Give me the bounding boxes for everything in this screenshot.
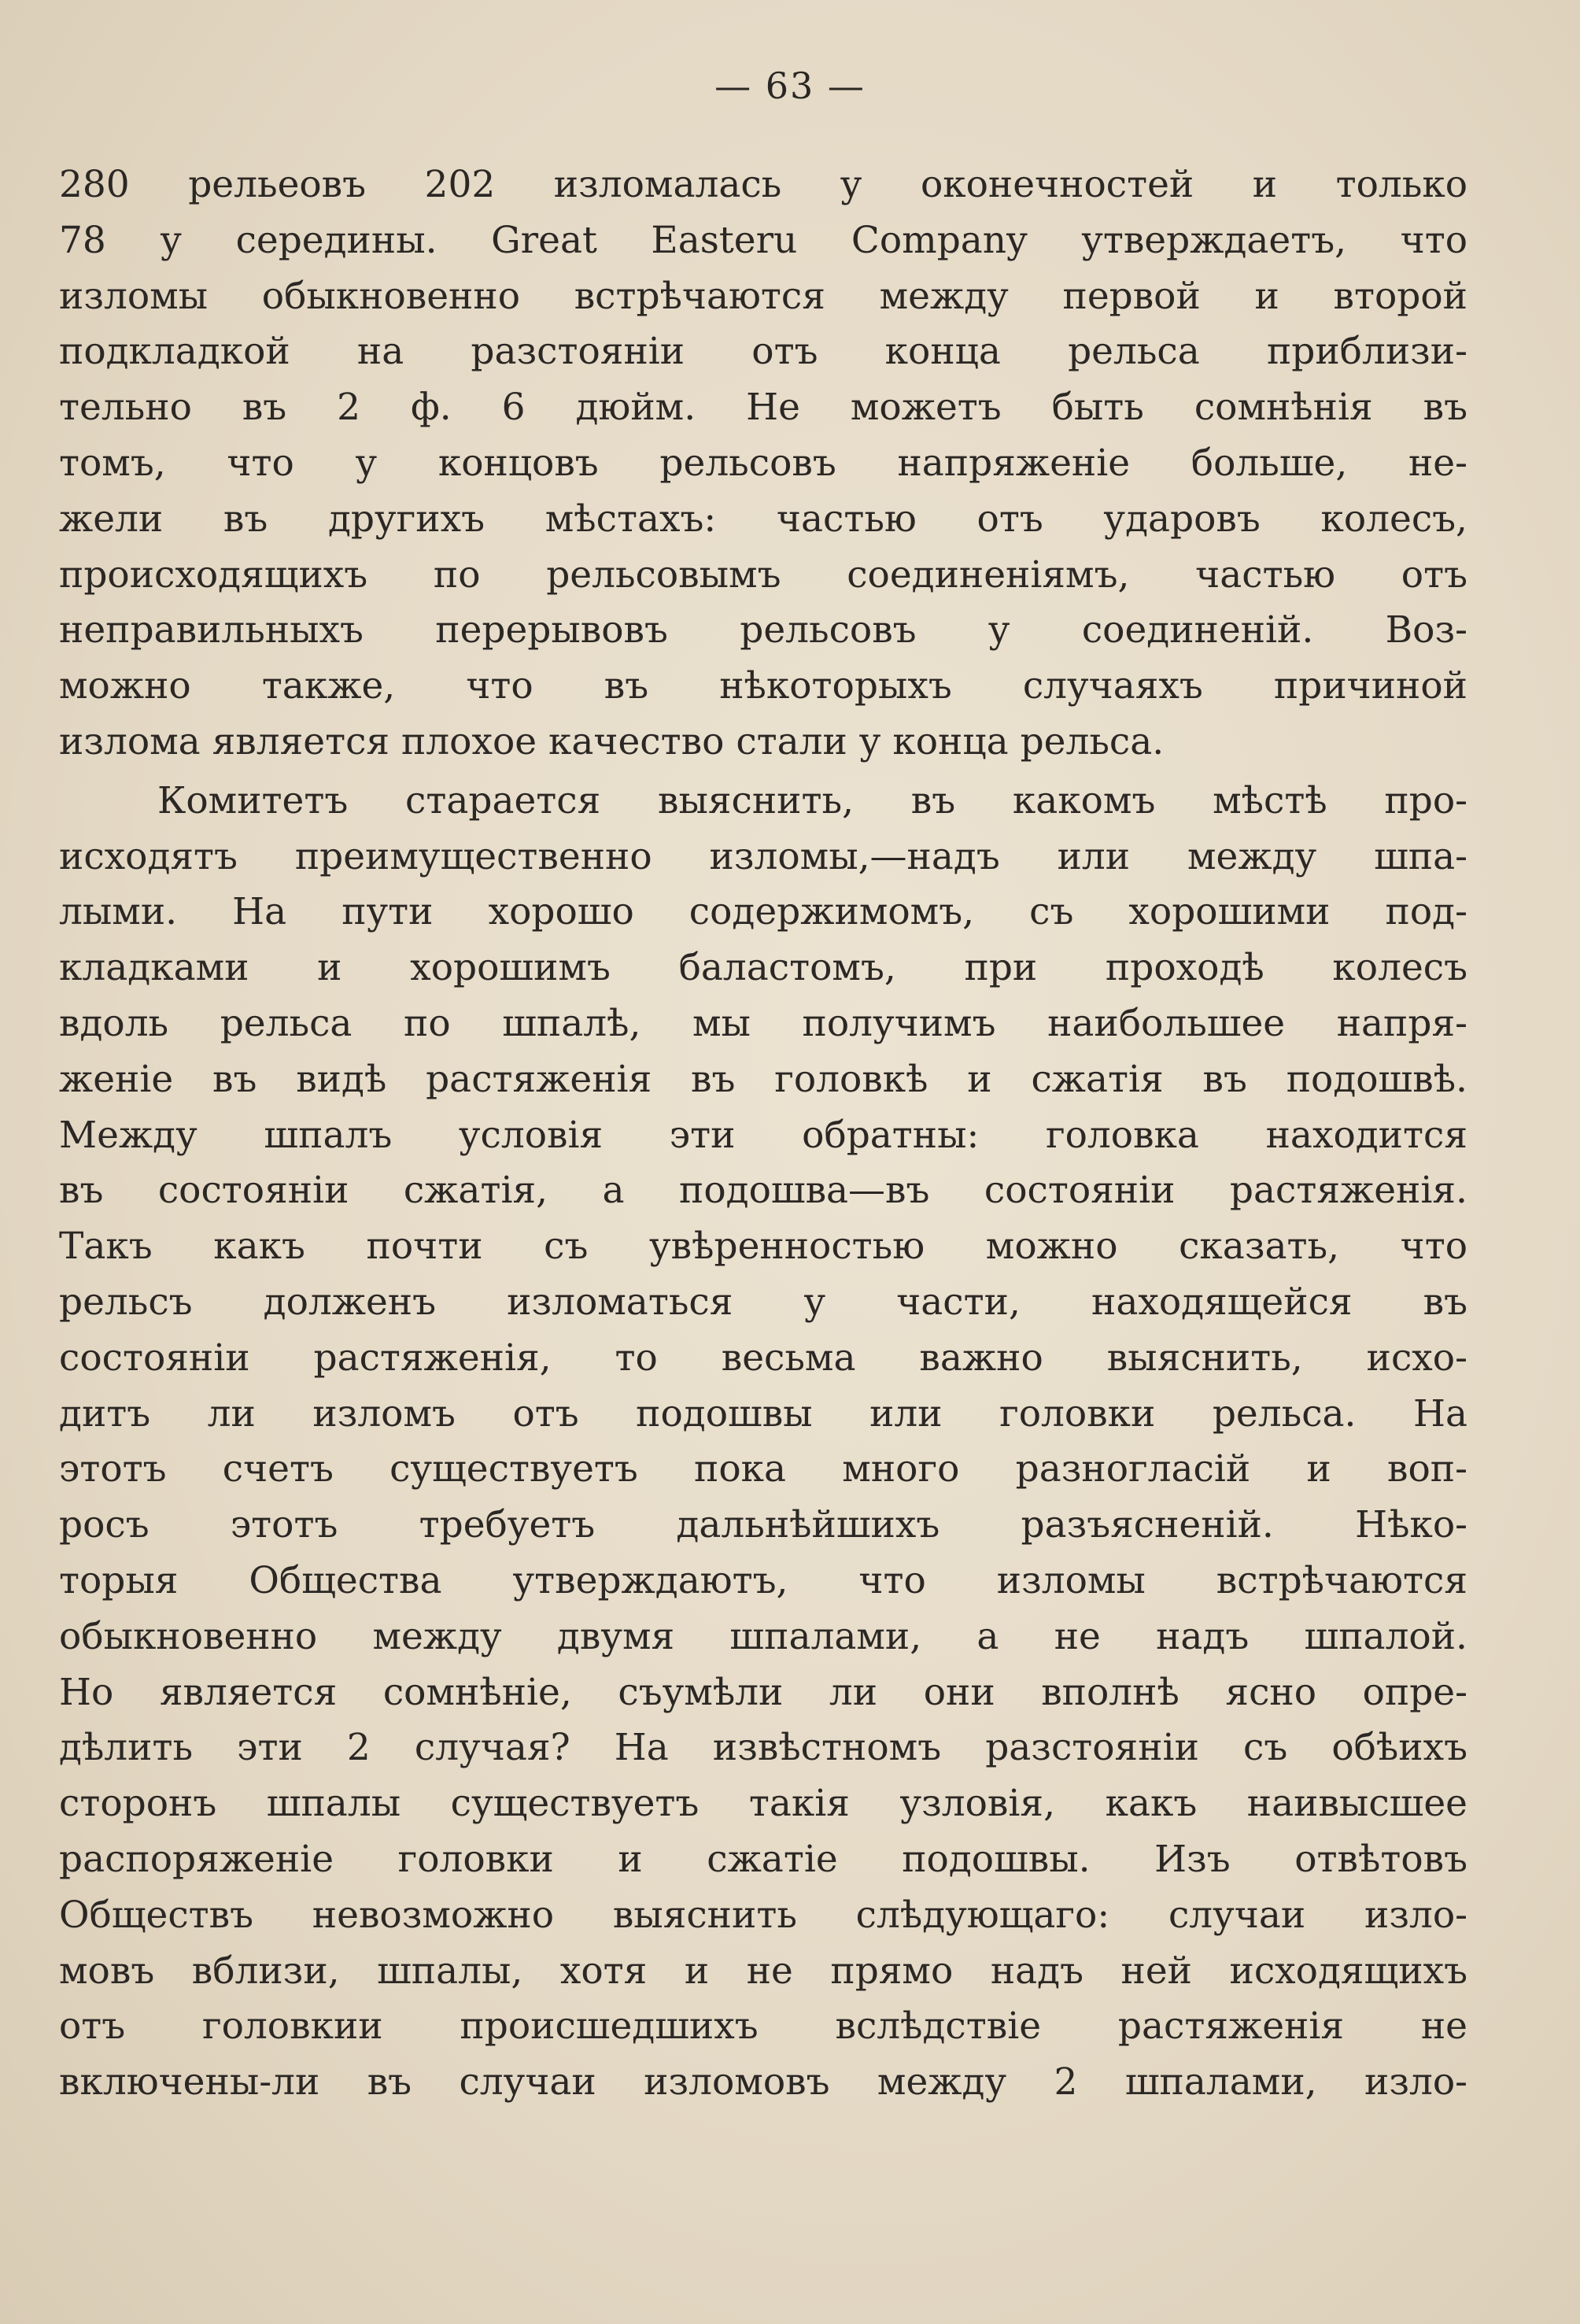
- text-line: вдоль рельса по шпалѣ, мы получимъ наибольшее напря-: [59, 1001, 1467, 1045]
- text-line: 78 у середины. Great Easteru Company утверждаетъ, что: [59, 218, 1467, 262]
- text-line: Обществъ невозможно выяснить слѣдующаго: случаи изло-: [59, 1893, 1467, 1937]
- text-line: Но является сомнѣніе, съумѣли ли они вполнѣ ясно опре-: [59, 1670, 1467, 1714]
- text-line: 280 рельеовъ 202 изломалась у оконечностей и только: [59, 163, 1467, 206]
- text-line: сторонъ шпалы существуетъ такія узловія, какъ наивысшее: [59, 1782, 1467, 1826]
- text-line: Такъ какъ почти съ увѣренностью можно сказать, что: [59, 1225, 1467, 1269]
- text-line: женіе въ видѣ растяженія въ головкѣ и сжатія въ подошвѣ.: [59, 1057, 1467, 1101]
- text-line: этотъ счетъ существуетъ пока много разногласій и воп-: [59, 1447, 1467, 1491]
- text-line: въ состояніи сжатія, а подошва—въ состояніи растяженія.: [59, 1169, 1467, 1213]
- text-line: дѣлить эти 2 случая? На извѣстномъ разстояніи съ обѣихъ: [59, 1726, 1467, 1770]
- text-line: неправильныхъ перерывовъ рельсовъ у соединеній. Воз-: [59, 608, 1467, 652]
- text-line: можно также, что въ нѣкоторыхъ случаяхъ причиной: [59, 664, 1467, 708]
- text-line: подкладкой на разстояніи отъ конца рельса приблизи-: [59, 330, 1467, 374]
- paragraph-2: [59, 774, 1467, 2111]
- text-line: распоряженіе головки и сжатіе подошвы. Изъ отвѣтовъ: [59, 1837, 1467, 1881]
- page-number: — 63 —: [714, 65, 866, 107]
- text-line: Между шпалъ условія эти обратны: головка находится: [59, 1113, 1467, 1157]
- text-line: росъ этотъ требуетъ дальнѣйшихъ разъясненій. Нѣко-: [59, 1503, 1467, 1547]
- text-line: обыкновенно между двумя шпалами, а не надъ шпалой.: [59, 1614, 1467, 1658]
- text-line: тельно въ 2 ф. 6 дюйм. Не можетъ быть сомнѣнія въ: [59, 386, 1467, 430]
- text-line: отъ головкии происшедшихъ вслѣдствіе растяженія не: [59, 2004, 1467, 2049]
- text-line: излома является плохое качество стали у конца рельса.: [59, 719, 1165, 763]
- text-line: жели въ другихъ мѣстахъ: частью отъ ударовъ колесъ,: [59, 497, 1467, 541]
- text-line: лыми. На пути хорошо содержимомъ, съ хорошими под-: [59, 890, 1467, 934]
- text-line: состояніи растяженія, то весьма важно выяснить, исхо-: [59, 1336, 1467, 1380]
- text-line: рельсъ долженъ изломаться у части, находящейся въ: [59, 1280, 1467, 1324]
- text-line: Комитетъ старается выяснить, въ какомъ мѣстѣ про-: [157, 778, 1467, 822]
- text-line: дитъ ли изломъ отъ подошвы или головки рельса. На: [59, 1391, 1467, 1435]
- text-line: мовъ вблизи, шпалы, хотя и не прямо надъ ней исходящихъ: [59, 1949, 1467, 1993]
- text-line: изломы обыкновенно встрѣчаются между первой и второй: [59, 274, 1467, 318]
- text-line: происходящихъ по рельсовымъ соединеніямъ, частью отъ: [59, 552, 1467, 597]
- text-line: кладками и хорошимъ баластомъ, при проходѣ колесъ: [59, 946, 1467, 990]
- text-line: томъ, что у концовъ рельсовъ напряженіе больше, не-: [59, 441, 1467, 485]
- text-line: исходятъ преимущественно изломы,—надъ или между шпа-: [59, 834, 1467, 878]
- body-text: [59, 157, 1467, 2111]
- paragraph-1: [59, 157, 1467, 770]
- text-line: включены-ли въ случаи изломовъ между 2 шпалами, изло-: [59, 2060, 1467, 2104]
- text-line: торыя Общества утверждаютъ, что изломы встрѣчаются: [59, 1558, 1467, 1602]
